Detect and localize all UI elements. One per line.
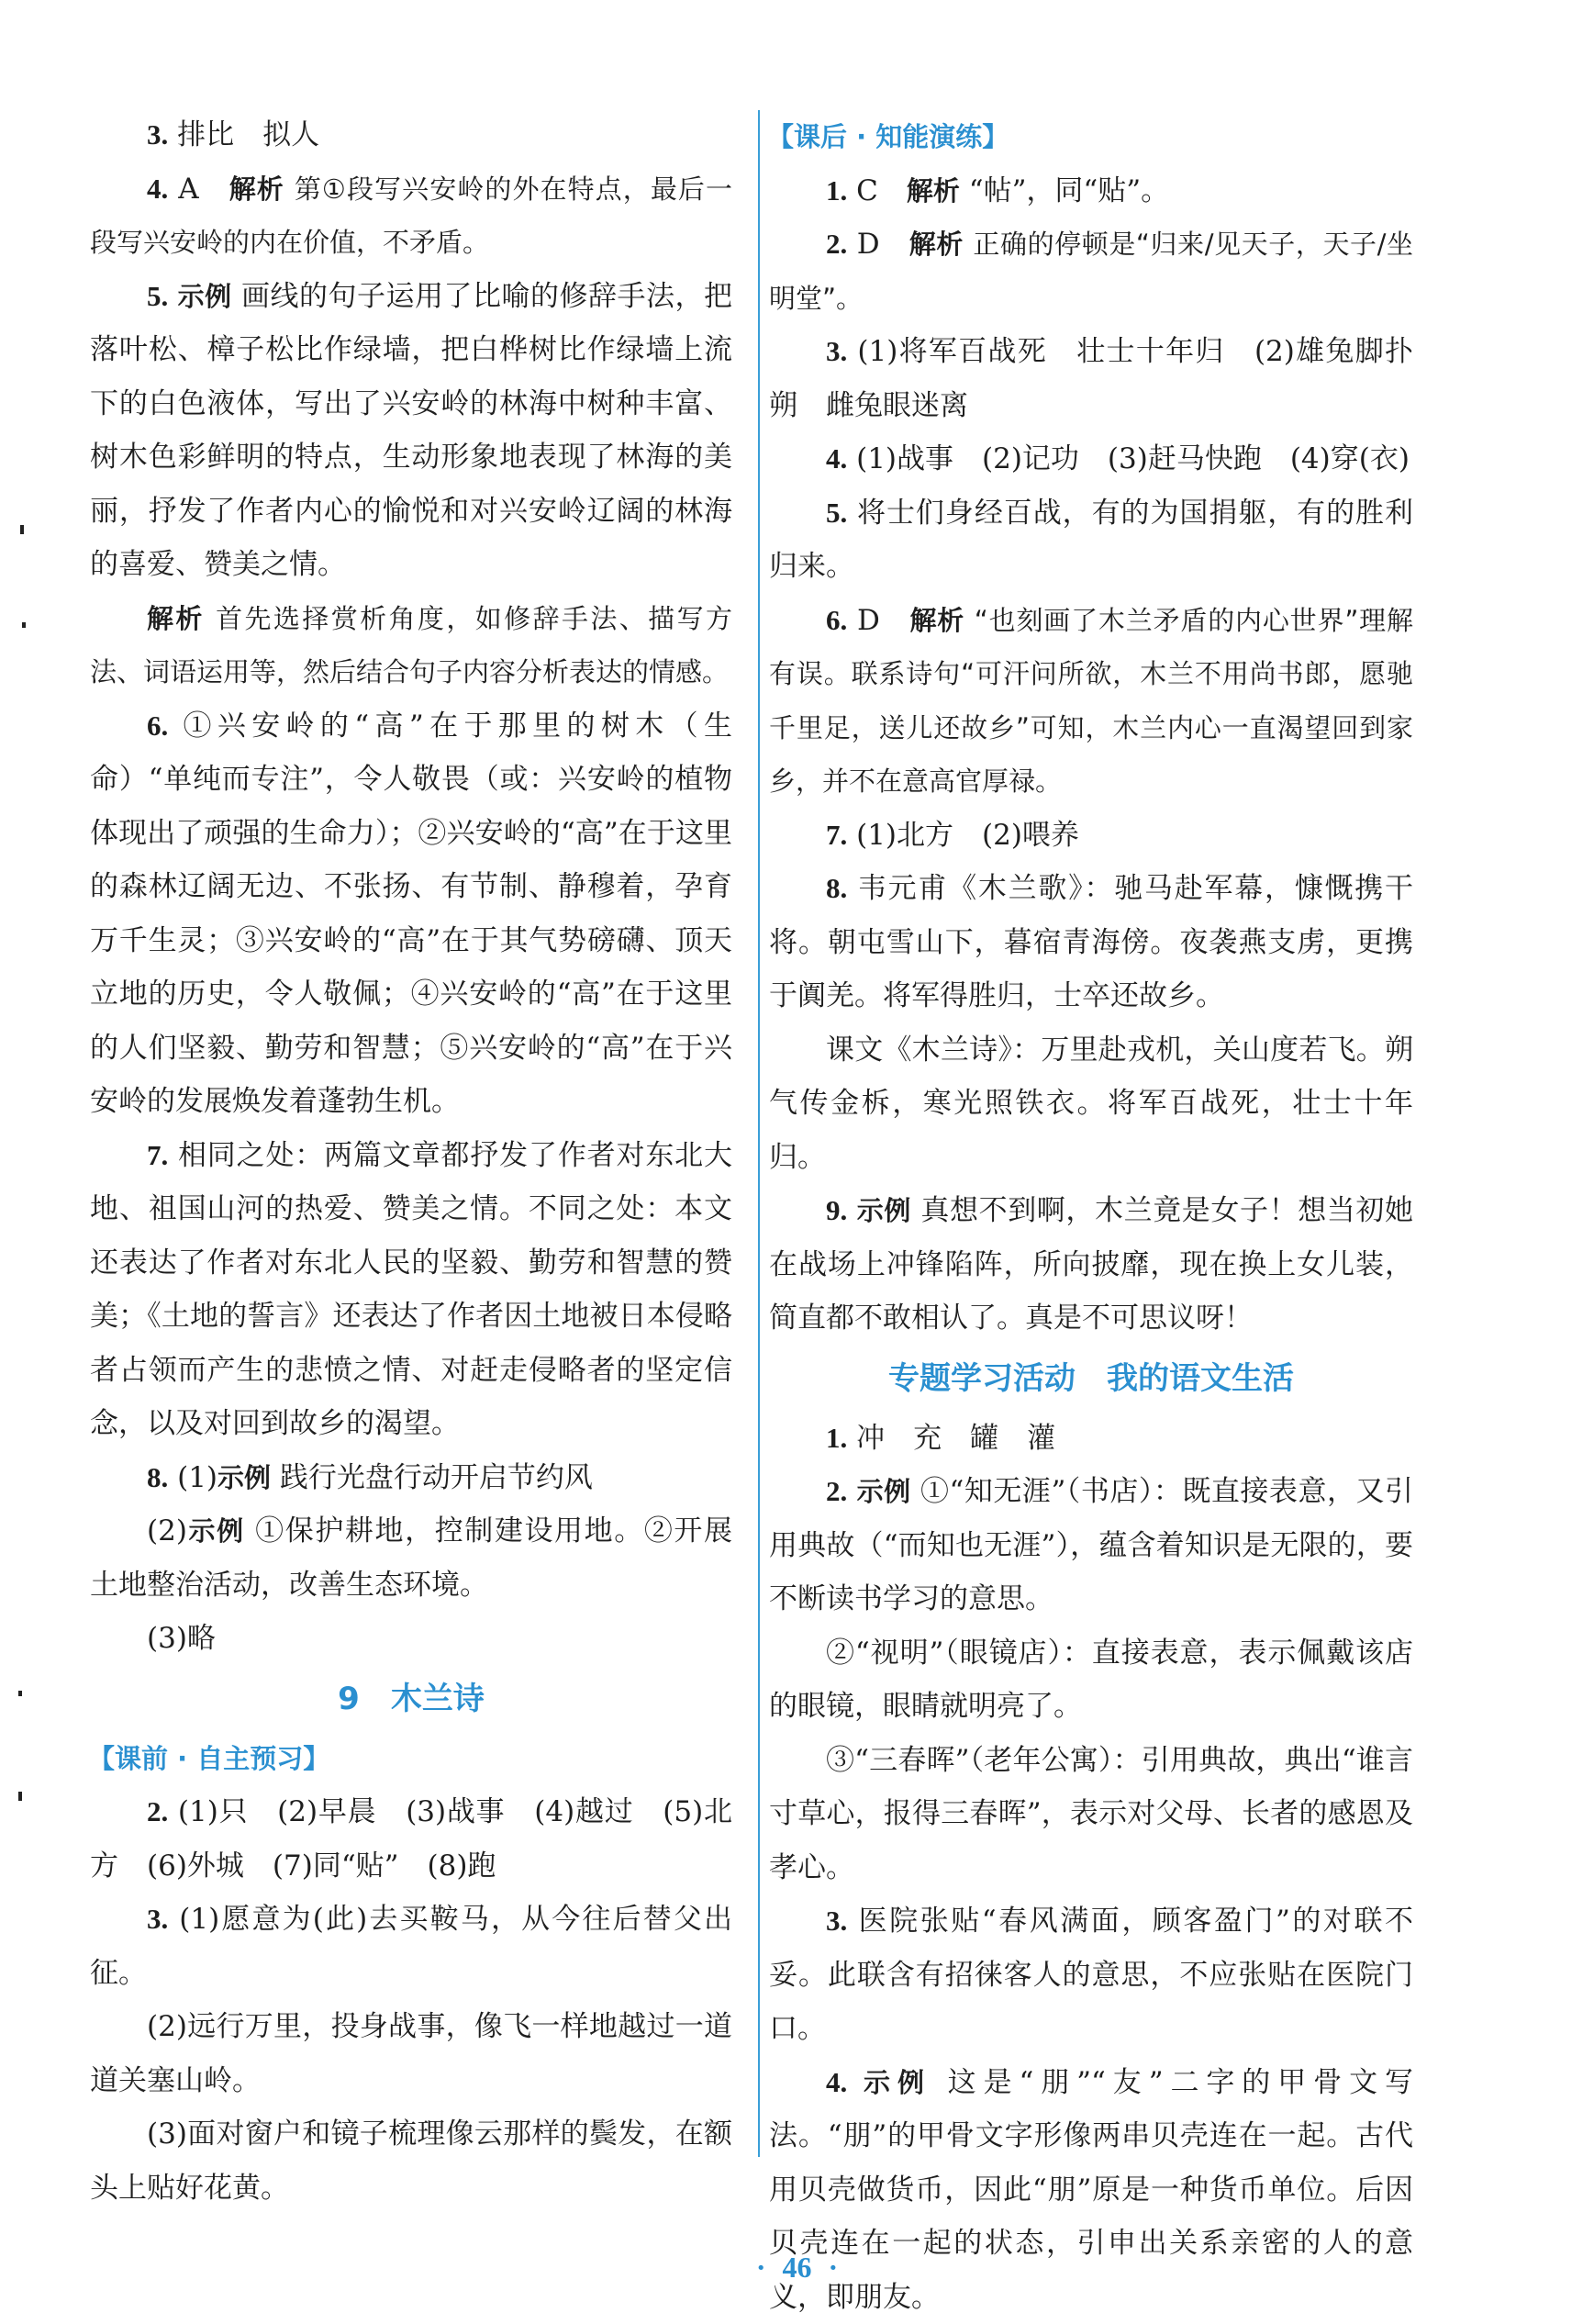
answer-paragraph: 5. 示例 画线的句子运用了比喻的修辞手法，把落叶松、樟子松比作绿墙，把白桦树比作绿墙上流下的白色液体，写出了兴安岭的林海中树种丰富、树木色彩鲜明的特点，生动形象地表现了林海的美丽，抒发了作者内心的愉悦和对兴安岭辽阔的林海的喜爱、赞美之情。 <box>90 270 732 592</box>
answer-paragraph: 5. 将士们身经百战，有的为国捐躯，有的胜利归来。 <box>769 486 1413 594</box>
answer-paragraph: (2)示例 ①保护耕地，控制建设用地。②开展土地整治活动，改善生态环境。 <box>90 1504 732 1612</box>
scan-speck <box>22 622 26 628</box>
answer-paragraph: ②“视明”（眼镜店）：直接表意，表示佩戴该店的眼镜，眼睛就明亮了。 <box>769 1626 1413 1734</box>
answer-paragraph: 4. 示例 这是“朋”“友”二字的甲骨文写法。“朋”的甲骨文字形像两串贝壳连在一起。古代用贝壳做货币，因此“朋”原是一种货币单位。后因贝壳连在一起的状态，引申出关系亲密的人的意义，即朋友。 <box>769 2056 1413 2324</box>
page-number: · 46 · <box>0 2251 1594 2285</box>
answer-paragraph: 8. 韦元甫《木兰歌》：驰马赴军幕，慷慨携干将。朝屯雪山下，暮宿青海傍。夜袭燕支虏，更携于阗羌。将军得胜归，士卒还故乡。 <box>769 862 1413 1023</box>
scan-speck <box>20 525 24 534</box>
answer-paragraph: 3. (1)愿意为(此)去买鞍马，从今往后替父出征。 <box>90 1893 732 2000</box>
answer-paragraph: 课文《木兰诗》：万里赴戎机，关山度若飞。朔气传金柝，寒光照铁衣。将军百战死，壮士十年归。 <box>769 1023 1413 1185</box>
right-column <box>758 110 1413 2157</box>
answer-paragraph: 4. A 解析 第①段写兴安岭的外在特点，最后一段写兴安岭的内在价值，不矛盾。 <box>90 162 732 270</box>
answer-paragraph: (3)面对窗户和镜子梳理像云那样的鬓发，在额头上贴好花黄。 <box>90 2107 732 2215</box>
lesson-title: 9 木兰诗 <box>90 1670 732 1728</box>
answer-paragraph: 2. D 解析 正确的停顿是“归来/见天子，天子/坐明堂”。 <box>769 218 1413 325</box>
answer-paragraph: 3. 排比 拟人 <box>90 108 732 162</box>
analysis-paragraph: 解析 首先选择赏析角度，如修辞手法、描写方法、词语运用等，然后结合句子内容分析表达的情感。 <box>90 592 732 699</box>
answer-paragraph: 4. (1)战事 (2)记功 (3)赶马快跑 (4)穿(衣) <box>769 432 1413 486</box>
answer-paragraph: 3. 医院张贴“春风满面，顾客盈门”的对联不妥。此联含有招徕客人的意思，不应张贴在医院门口。 <box>769 1894 1413 2056</box>
answer-paragraph: 2. (1)只 (2)早晨 (3)战事 (4)越过 (5)北方 (6)外城 (7)同“贴” (8)跑 <box>90 1785 732 1893</box>
section-label: 【课后 · 知能演练】 <box>767 110 1413 164</box>
answer-paragraph: (3)略 <box>90 1612 732 1666</box>
answer-paragraph: 6. D 解析 “也刻画了木兰矛盾的内心世界”理解有误。联系诗句“可汗问所欲，木兰不用尚书郎，愿驰千里足，送儿还故乡”可知，木兰内心一直渴望回到家乡，并不在意高官厚禄。 <box>769 594 1413 809</box>
scan-speck <box>18 1691 22 1696</box>
answer-paragraph: 3. (1)将军百战死 壮士十年归 (2)雄兔脚扑朔 雌兔眼迷离 <box>769 325 1413 432</box>
section-label: 【课前 · 自主预习】 <box>88 1732 732 1786</box>
answer-paragraph: 7. 相同之处：两篇文章都抒发了作者对东北大地、祖国山河的热爱、赞美之情。不同之处：本文还表达了作者对东北人民的坚毅、勤劳和智慧的赞美；《土地的誓言》还表达了作者因土地被日本侵略者占领而产生的悲愤之情、对赶走侵略者的坚定信念，以及对回到故乡的渴望。 <box>90 1129 732 1451</box>
activity-title: 专题学习活动 我的语文生活 <box>769 1349 1413 1408</box>
answer-paragraph: 9. 示例 真想不到啊，木兰竟是女子！想当初她在战场上冲锋陷阵，所向披靡，现在换上女儿装，简直都不敢相认了。真是不可思议呀！ <box>769 1184 1413 1346</box>
answer-paragraph: 2. 示例 ①“知无涯”（书店）：既直接表意，又引用典故（“而知也无涯”），蕴含着知识是无限的，要不断读书学习的意思。 <box>769 1465 1413 1626</box>
answer-paragraph: 6. ①兴安岭的“高”在于那里的树木（生命）“单纯而专注”，令人敬畏（或：兴安岭的植物体现出了顽强的生命力）；②兴安岭的“高”在于这里的森林辽阔无边、不张扬、有节制、静穆着，孕育万千生灵；③兴安岭的“高”在于其气势磅礴、顶天立地的历史，令人敬佩；④兴安岭的“高”在于这里的人们坚毅、勤劳和智慧；⑤兴安岭的“高”在于兴安岭的发展焕发着蓬勃生机。 <box>90 699 732 1129</box>
left-column <box>90 108 732 2215</box>
answer-paragraph: (2)远行万里，投身战事，像飞一样地越过一道道关塞山岭。 <box>90 2000 732 2107</box>
answer-paragraph: 8. (1)示例 践行光盘行动开启节约风 <box>90 1451 732 1505</box>
scan-speck <box>18 1792 22 1801</box>
answer-paragraph: ③“三春晖”（老年公寓）：引用典故，典出“谁言寸草心，报得三春晖”，表示对父母、长者的感恩及孝心。 <box>769 1734 1413 1895</box>
answer-paragraph: 7. (1)北方 (2)喂养 <box>769 809 1413 863</box>
answer-paragraph: 1. C 解析 “帖”，同“贴”。 <box>769 164 1413 218</box>
answer-paragraph: 1. 冲 充 罐 灌 <box>769 1412 1413 1466</box>
